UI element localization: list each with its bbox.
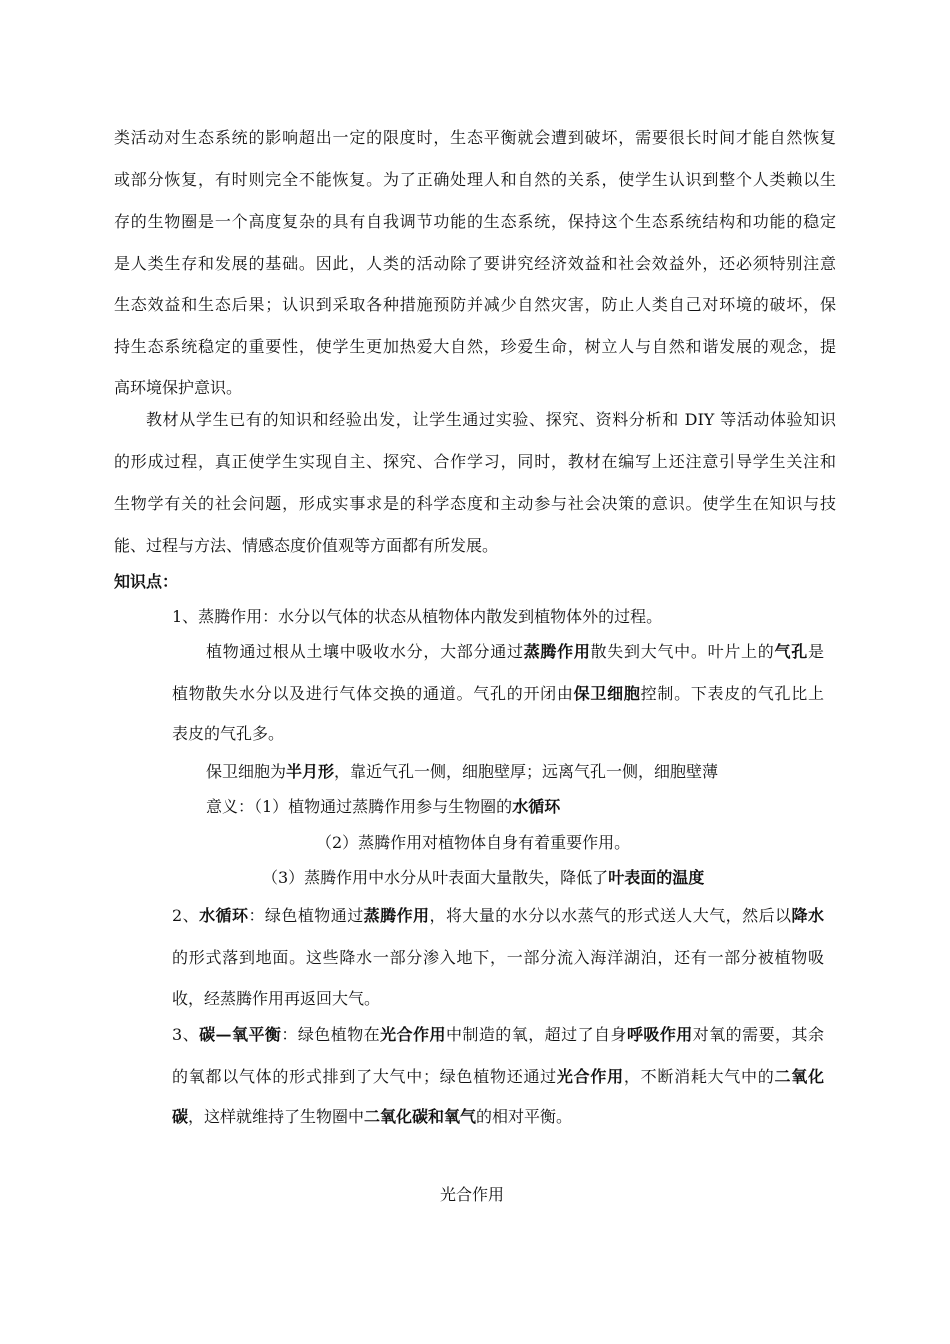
text-span: 是 (807, 642, 824, 661)
bold-term: 碳—氧平衡 (199, 1025, 282, 1044)
bold-term: 保卫细胞 (573, 684, 641, 703)
bold-term: 水循环 (199, 906, 249, 925)
text-span: ：绿色植物在 (281, 1025, 381, 1044)
text-line: 的形成过程，真正使学生实现自主、探究、合作学习，同时，教材在编写上还注意引导学生关注和 (114, 452, 836, 471)
definition-line: 1、蒸腾作用：水分以气体的状态从植物体内散发到植物体外的过程。 (172, 607, 663, 626)
text-span: 的氧都以气体的形式排到了大气中；绿色植物还通过 (172, 1067, 557, 1086)
text-span: 植物通过根从土壤中吸收水分，大部分通过 (206, 642, 524, 661)
text-span: 的相对平衡。 (476, 1107, 573, 1126)
text-line: 或部分恢复，有时则完全不能恢复。为了正确处理人和自然的关系，使学生认识到整个人类赖以生 (114, 170, 836, 189)
bold-term: 光合作用 (380, 1025, 446, 1044)
text-line: 教材从学生已有的知识和经验出发，让学生通过实验、探究、资料分析和 DIY 等活动体验知识 (146, 410, 836, 429)
text-line: 是人类生存和发展的基础。因此，人类的活动除了要讲究经济效益和社会效益外，还必须特别注意 (114, 254, 836, 273)
bold-term: 半月形 (286, 762, 335, 781)
text-line: 持生态系统稳定的重要性，使学生更加热爱大自然，珍爱生命，树立人与自然和谐发展的观念，提 (114, 337, 836, 356)
text-line: 收，经蒸腾作用再返回大气。 (172, 989, 381, 1008)
text-line (172, 1107, 572, 1127)
text-span: 2、 (172, 906, 200, 925)
text-line: 生态效益和生态后果；认识到采取各种措施预防并减少自然灾害，防止人类自己对环境的破坏，保 (114, 295, 836, 314)
text-span: 控制。下表皮的气孔比上 (640, 684, 824, 703)
bold-term: 气孔 (774, 642, 808, 661)
text-span: 保卫细胞为 (206, 762, 287, 781)
text-line: 高环境保护意识。 (114, 378, 243, 397)
text-line: 类活动对生态系统的影响超出一定的限度时，生态平衡就会遭到破坏，需要很长时间才能自然恢复 (114, 128, 836, 147)
section-heading: 知识点： (114, 572, 179, 591)
diagram-label: 光合作用 (440, 1185, 505, 1204)
bold-term: 呼吸作用 (626, 1025, 693, 1044)
text-line (172, 684, 824, 704)
bold-term: 叶表面的温度 (608, 868, 705, 887)
guard-cell-line (206, 762, 718, 782)
text-span: 意义：（1）植物通过蒸腾作用参与生物圈的 (206, 797, 513, 816)
text-span: （3）蒸腾作用中水分从叶表面大量散失，降低了 (262, 868, 609, 887)
bold-term: 二氧化碳和氧气 (364, 1107, 477, 1126)
text-line: 生物学有关的社会问题，形成实事求是的科学态度和主动参与社会决策的意识。使学生在知识与技 (114, 494, 836, 513)
text-line (172, 1025, 824, 1045)
text-span: 散失到大气中。叶片上的 (590, 642, 775, 661)
text-span: 3、 (172, 1025, 200, 1044)
text-span: 中制造的氧，超过了自身 (445, 1025, 627, 1044)
bold-term: 水循环 (512, 797, 561, 816)
bold-term: 碳 (172, 1107, 189, 1126)
text-line (172, 906, 824, 926)
significance-line-3 (262, 868, 704, 888)
text-line (206, 642, 824, 662)
text-line: 能、过程与方法、情感态度价值观等方面都有所发展。 (114, 536, 499, 555)
bold-term: 降水 (791, 906, 824, 925)
text-span: ，靠近气孔一侧，细胞壁厚；远离气孔一侧，细胞壁薄 (334, 762, 719, 781)
text-span: 对氧的需要，其余 (692, 1025, 824, 1044)
significance-line-1 (206, 797, 560, 817)
bold-term: 蒸腾作用 (363, 906, 430, 925)
bold-term: 光合作用 (556, 1067, 624, 1086)
text-span: ，不断消耗大气中的 (623, 1067, 775, 1086)
text-line: 的形式落到地面。这些降水一部分渗入地下，一部分流入海洋湖泊，还有一部分被植物吸 (172, 948, 824, 967)
text-line (172, 1067, 824, 1087)
text-span: 植物散失水分以及进行气体交换的通道。气孔的开闭由 (172, 684, 574, 703)
text-span: ，这样就维持了生物圈中 (188, 1107, 365, 1126)
bold-term: 二氧化 (774, 1067, 824, 1086)
text-span: ：绿色植物通过 (248, 906, 364, 925)
text-span: ，将大量的水分以水蒸气的形式送人大气，然后以 (429, 906, 792, 925)
significance-line-2: （2）蒸腾作用对植物体自身有着重要作用。 (316, 833, 631, 852)
text-line: 表皮的气孔多。 (172, 724, 285, 743)
text-line: 存的生物圈是一个高度复杂的具有自我调节功能的生态系统，保持这个生态系统结构和功能的稳定 (114, 212, 836, 231)
bold-term: 蒸腾作用 (523, 642, 591, 661)
